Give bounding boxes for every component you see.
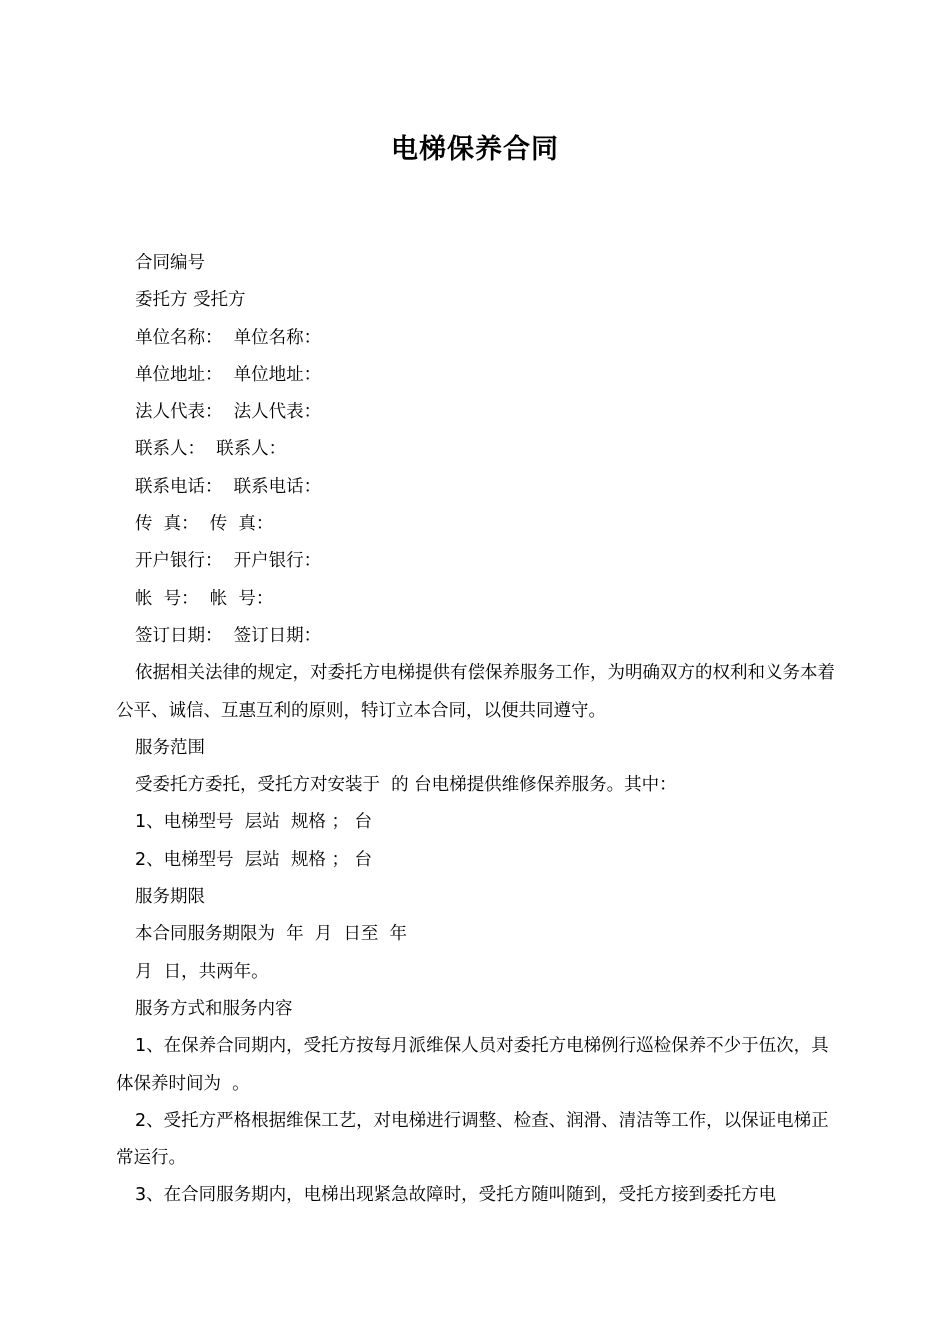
fax-line: 传 真： 传 真： — [135, 514, 274, 535]
service-paragraph-2: 2、受托方严格根据维保工艺，对电梯进行调整、检查、润滑、清洁等工作，以保证电梯正常运行。 — [116, 1110, 829, 1169]
service-paragraph-1: 1、在保养合同期内，受托方按每月派维保人员对委托方电梯例行巡检保养不少于伍次，具体保养时间为 。 — [116, 1036, 829, 1094]
document-title: 电梯保养合同 — [391, 134, 559, 165]
company-name-line: 单位名称： 单位名称： — [135, 327, 322, 348]
section-heading-scope: 服务范围 — [135, 737, 205, 758]
company-address-line: 单位地址： 单位地址： — [135, 364, 322, 385]
intro-paragraph: 依据相关法律的规定，对委托方电梯提供有偿保养服务工作，为明确双方的权利和义务本着公平、诚信、互惠互利的原则，特订立本合同，以便共同遵守。 — [116, 663, 835, 721]
section-heading-term: 服务期限 — [135, 887, 205, 908]
service-paragraph-3: 3、在合同服务期内，电梯出现紧急故障时，受托方随叫随到，受托方接到委托方电 — [135, 1185, 777, 1206]
sign-date-line: 签订日期： 签订日期： — [135, 625, 322, 646]
contract-number-line: 合同编号 — [135, 253, 205, 273]
bank-line: 开户银行： 开户银行： — [135, 551, 322, 572]
legal-representative-line: 法人代表： 法人代表： — [135, 402, 322, 423]
contact-phone-line: 联系电话： 联系电话： — [135, 476, 322, 497]
parties-line: 委托方 受托方 — [135, 290, 246, 311]
contact-person-line: 联系人： 联系人： — [135, 439, 287, 460]
elevator-item-2: 2、电梯型号 层站 规格 ； 台 — [135, 849, 373, 870]
term-line-2: 月 日，共两年。 — [135, 961, 269, 982]
scope-line: 受委托方委托，受托方对安装于 的 台电梯提供维修保养服务。其中： — [135, 775, 677, 796]
elevator-item-1: 1、电梯型号 层站 规格 ； 台 — [135, 812, 373, 833]
account-line: 帐 号： 帐 号： — [135, 588, 274, 609]
document-body — [116, 245, 836, 1215]
section-heading-service: 服务方式和服务内容 — [135, 998, 293, 1019]
term-line-1: 本合同服务期限为 年 月 日至 年 — [135, 924, 408, 945]
